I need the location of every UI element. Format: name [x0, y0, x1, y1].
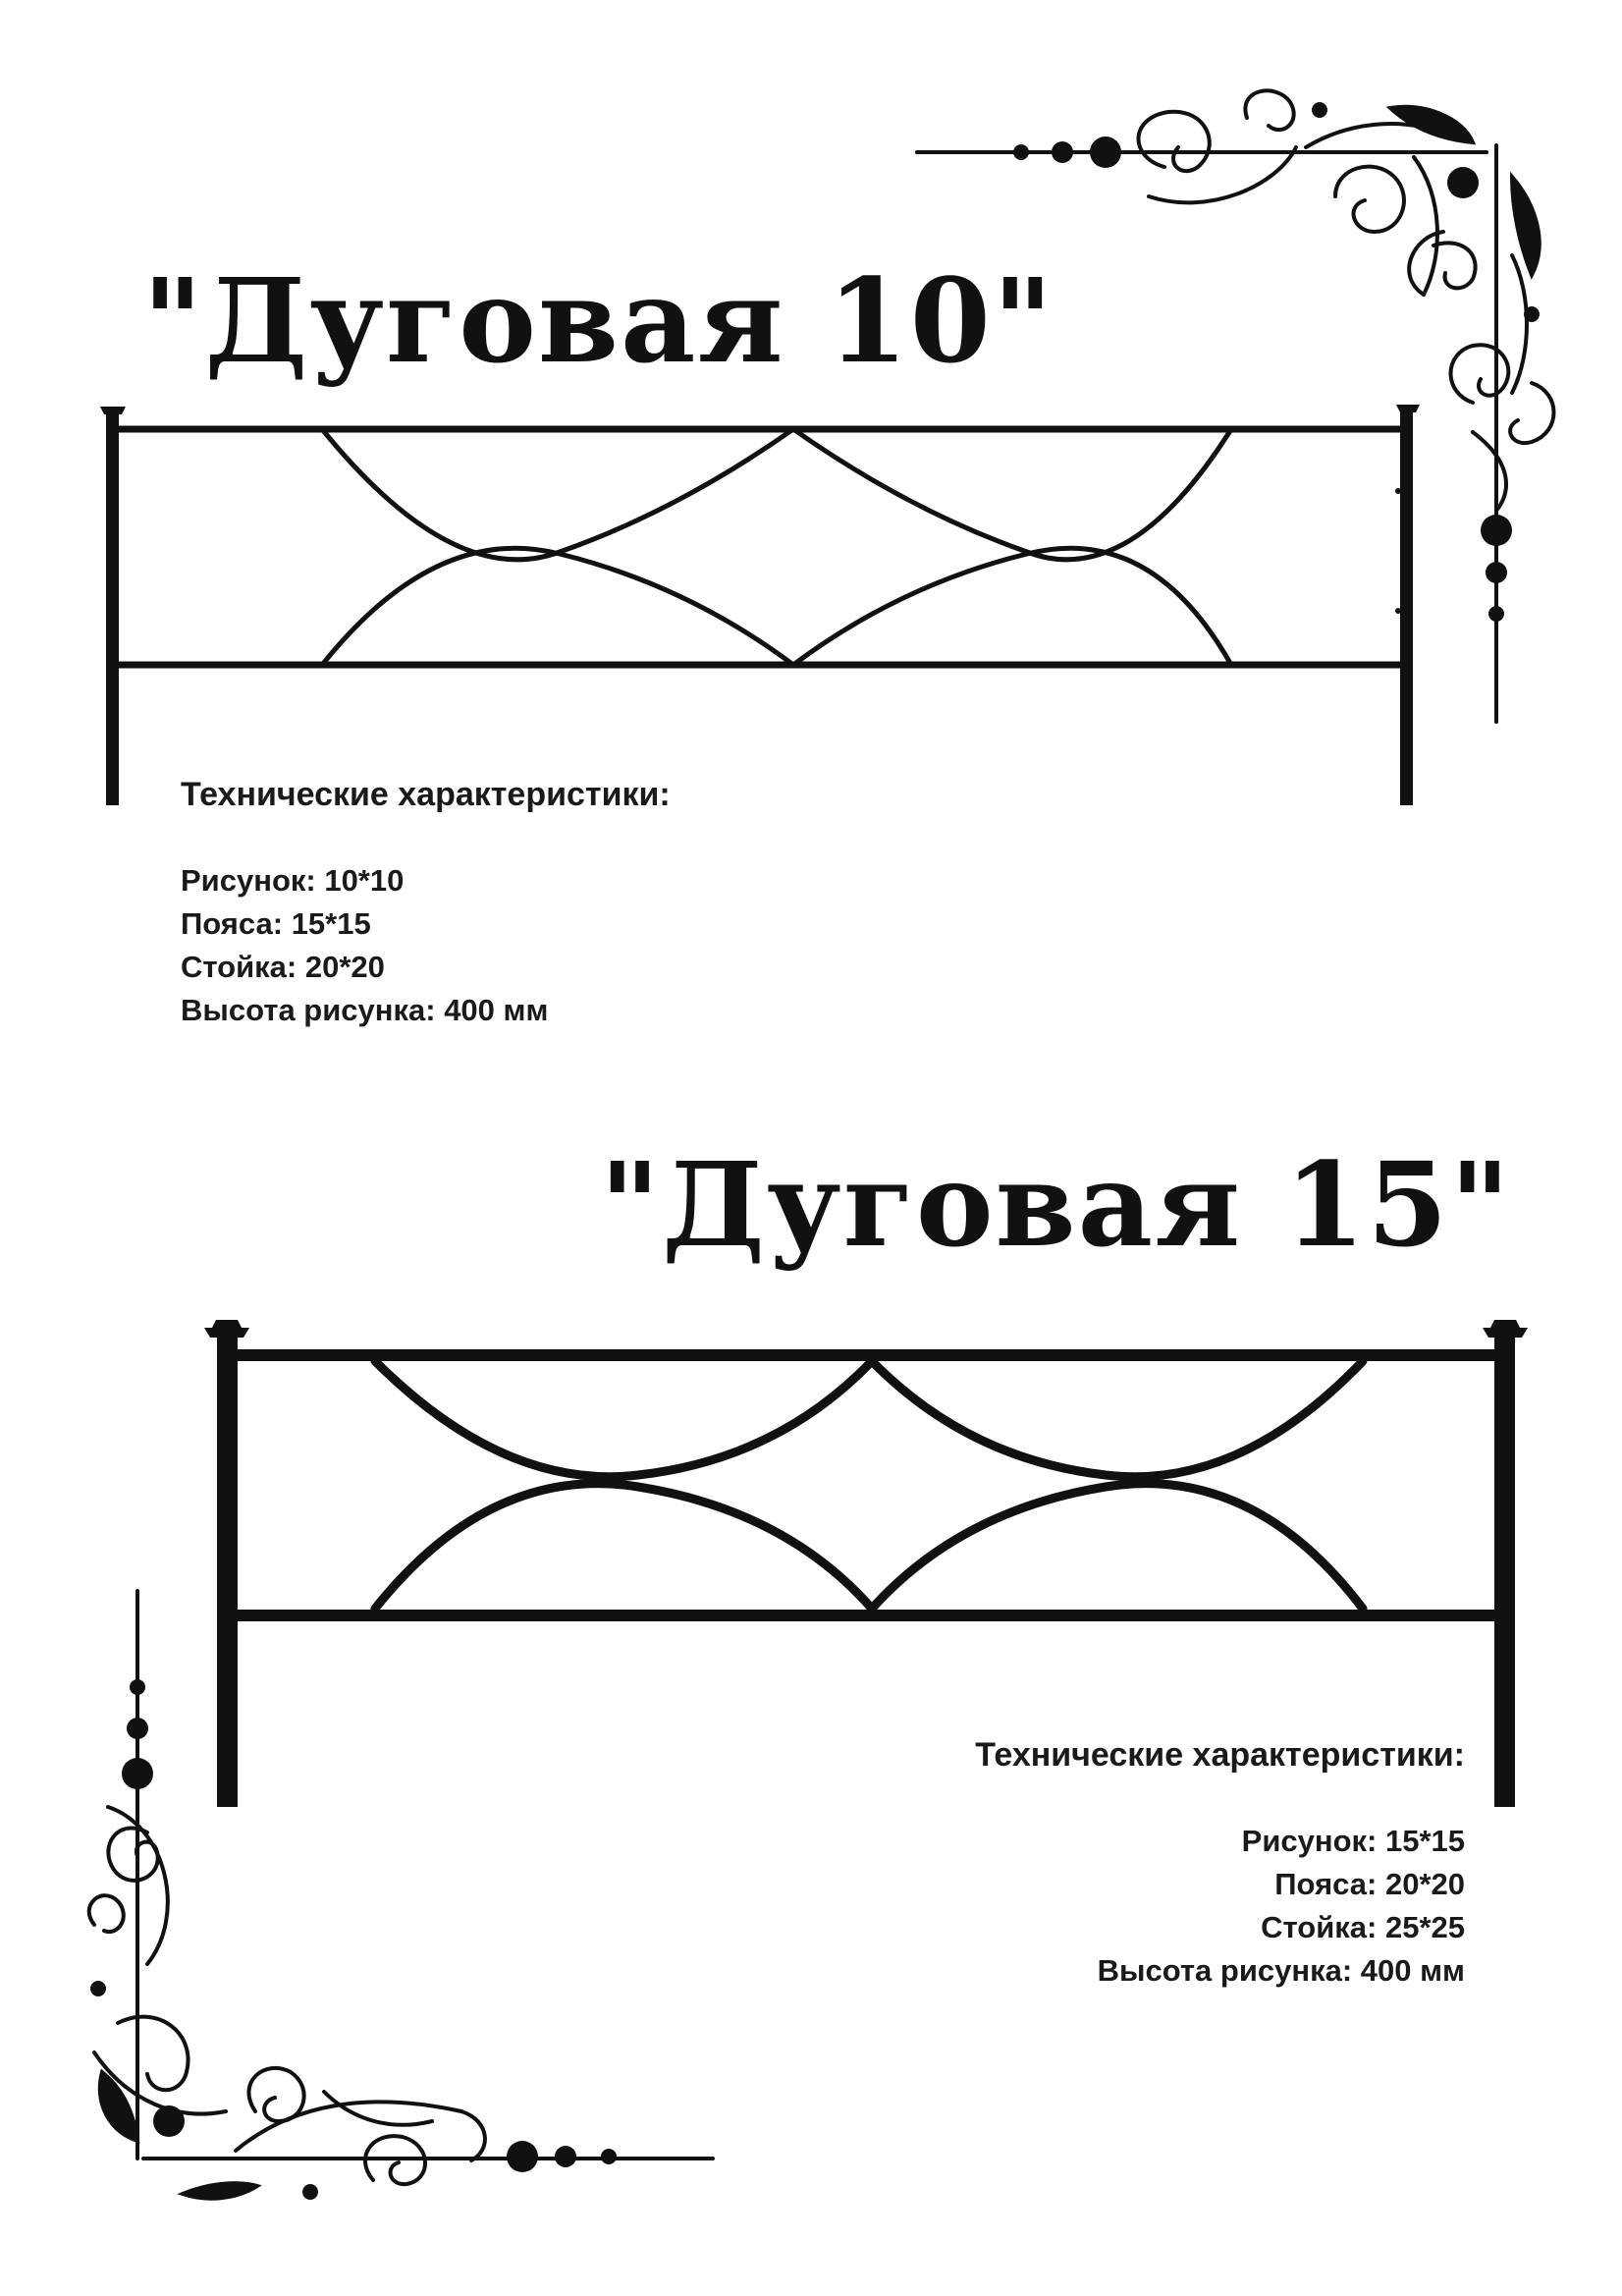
product-1-title: "Дуговая 10"	[142, 252, 1055, 389]
fence-2-arc-upper-right	[872, 1361, 1363, 1477]
fence-2-post-left	[217, 1334, 238, 1807]
product-1-specs-list	[181, 859, 671, 1032]
spec-item: Стойка: 25*25	[1261, 1910, 1465, 1944]
spec-item: Высота рисунка: 400 мм	[181, 993, 549, 1027]
fence-drawing-1	[100, 405, 1420, 805]
fence-drawing-2	[204, 1320, 1528, 1807]
product-1-specs	[181, 776, 671, 1032]
product-2-specs	[975, 1736, 1465, 1993]
fence-1-post-left	[106, 412, 119, 805]
product-2-specs-heading: Технические характеристики:	[975, 1736, 1465, 1774]
spec-item: Пояса: 20*20	[1274, 1867, 1465, 1901]
spec-item: Рисунок: 15*15	[1241, 1824, 1465, 1858]
fence-2-post-right	[1494, 1334, 1515, 1807]
spec-item: Стойка: 20*20	[181, 950, 385, 984]
spec-item: Пояса: 15*15	[181, 906, 371, 941]
fence-1-cap-left	[100, 407, 126, 414]
fence-2-arc-lower-left	[375, 1484, 872, 1609]
product-1-specs-heading: Технические характеристики:	[181, 776, 671, 813]
corner-ornament-bottom-left-icon	[89, 1591, 713, 2200]
spec-item: Высота рисунка: 400 мм	[1097, 1953, 1465, 1988]
fence-2-arc-upper-left	[375, 1361, 872, 1477]
product-2-title: "Дуговая 15"	[599, 1136, 1512, 1273]
fence-1-arc-upper-left	[322, 429, 793, 560]
fence-1-arc-lower-right	[793, 548, 1231, 665]
fence-1-arc-upper-right	[793, 429, 1231, 560]
fence-1-cap-right	[1396, 405, 1420, 412]
corner-ornament-top-right-icon	[917, 90, 1554, 722]
product-2-specs-list	[975, 1820, 1465, 1993]
spec-item: Рисунок: 10*10	[181, 863, 405, 898]
fence-2-cap-left	[204, 1320, 249, 1338]
fence-1-post-right	[1400, 410, 1413, 805]
fence-2-cap-right	[1483, 1320, 1528, 1338]
fence-2-arc-lower-right	[872, 1484, 1363, 1609]
fence-1-arc-lower-left	[322, 548, 793, 665]
